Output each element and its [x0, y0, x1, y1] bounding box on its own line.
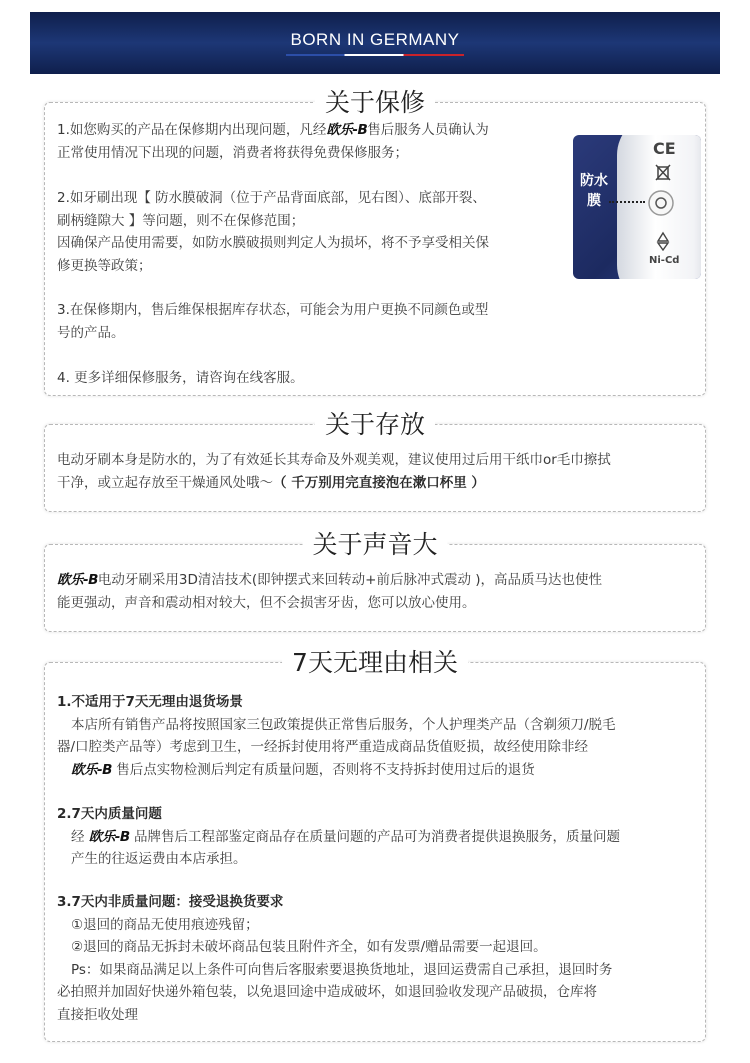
returns-item-1: [57, 691, 616, 781]
warranty-item-1-post: 售后服务人员确认为: [367, 122, 489, 138]
storage-text: [57, 449, 611, 494]
returns-ps-line3: 直接拒收处理: [57, 1006, 138, 1023]
warranty-item-2-line4: 修更换等政策；: [57, 257, 152, 274]
warranty-item-2-line2: 刷柄缝隙大 】等问题，则不在保修范围；: [57, 212, 305, 229]
returns-item-2: [57, 803, 620, 871]
brand-logo-text: 欧乐-B: [71, 761, 112, 778]
toothbrush-back-image: [573, 135, 701, 279]
recycle-icon: [653, 231, 673, 251]
warranty-item-1-pre: 1.如您购买的产品在保修期内出现问题，凡经: [57, 122, 327, 138]
membrane-circle-icon: [647, 189, 675, 217]
warranty-item-1-line2: 正常使用情况下出现的问题，消费者将获得免费保修服务；: [57, 144, 408, 161]
returns-item-1-line3: 售后点实物检测后判定有质量问题，否则将不支持拆封使用过后的退货: [116, 761, 535, 778]
brand-logo-text: 欧乐-B: [88, 828, 130, 845]
returns-item-1-title: 1.不适用于7天无理由退货场景: [57, 694, 243, 710]
returns-item-2-pre: 经: [71, 828, 85, 845]
header-banner: [30, 12, 720, 74]
noise-line2: 能更强动，声音和震动相对较大，但不会损害牙齿，您可以放心使用。: [57, 594, 476, 611]
noise-line1: 电动牙刷采用3D清洁技术(即钟摆式来回转动+前后脉冲式震动 )，高品质马达也使性: [97, 572, 603, 588]
pointer-dotted-line: [609, 201, 645, 203]
noise-text: [57, 569, 602, 614]
banner-title-text: BORN IN GERMANY: [290, 30, 460, 49]
returns-item-2-title: 2.7天内质量问题: [57, 806, 162, 822]
warranty-item-2: [57, 187, 489, 277]
banner-title: [286, 30, 463, 56]
brand-logo-text: 欧乐-B: [57, 572, 98, 588]
warranty-item-3-line1: 3.在保修期内，售后维保根据库存状态，可能会为用户更换不同颜色或型: [57, 302, 489, 318]
returns-ps-line1: Ps：如果商品满足以上条件可向售后客服索要退换货地址，退回运费需自己承担，退回时务: [71, 961, 613, 978]
returns-item-3: [57, 891, 612, 1026]
returns-item-3-point1: ①退回的商品无使用痕迹残留；: [71, 916, 259, 933]
returns-section: [44, 648, 706, 1042]
returns-item-2-line2: 产生的往返运费由本店承担。: [71, 851, 247, 867]
returns-item-2-post: 品牌售后工程部鉴定商品存在质量问题的产品可为消费者提供退换服务，质量问题: [134, 828, 620, 845]
storage-line2: 干净，或立起存放至干燥通风处哦～: [57, 474, 273, 491]
nicd-mark: Ni-Cd: [649, 255, 680, 266]
storage-title: 关于存放: [315, 409, 435, 441]
warranty-item-3-line2: 号的产品。: [57, 324, 125, 341]
waterproof-membrane-label: 防水膜: [580, 173, 608, 209]
noise-title: 关于声音大: [302, 529, 447, 561]
returns-title: 7天无理由相关: [282, 647, 468, 679]
bin-icon: [655, 163, 671, 181]
warranty-item-4: 4. 更多详细保修服务，请咨询在线客服。: [57, 370, 304, 386]
noise-section: [44, 530, 706, 632]
warranty-item-1: [57, 119, 489, 164]
returns-item-3-point2: ②退回的商品无拆封未破坏商品包装且附件齐全，如有发票/赠品需要一起退回。: [71, 939, 547, 955]
warranty-item-2-line3: 因确保产品使用需要，如防水膜破损则判定人为损坏，将不予享受相关保: [57, 235, 489, 251]
storage-warning: （ 千万别用完直接泡在漱口杯里 ）: [273, 474, 485, 491]
warranty-title: 关于保修: [315, 87, 435, 119]
warranty-item-2-line1: 2.如牙刷出现【 防水膜破洞（位于产品背面底部，见右图）、底部开裂、: [57, 190, 486, 206]
returns-item-1-line2: 器/口腔类产品等）考虑到卫生，一经拆封使用将严重造成商品货值贬损，故经使用除非经: [57, 739, 589, 755]
storage-line1: 电动牙刷本身是防水的，为了有效延长其寿命及外观美观，建议使用过后用干纸巾or毛巾擦拭: [57, 452, 611, 468]
brand-logo-text: 欧乐-B: [326, 122, 368, 138]
returns-ps-line2: 必拍照并加固好快递外箱包装，以免退回途中造成破坏，如退回验收发现产品破损，仓库将: [57, 984, 597, 1000]
returns-item-1-line1: 本店所有销售产品将按照国家三包政策提供正常售后服务，个人护理类产品（含剃须刀/脱毛: [71, 716, 616, 733]
ce-mark-icon: CE: [653, 139, 676, 158]
storage-section: [44, 410, 706, 512]
warranty-section: [44, 88, 706, 396]
tricolor-underline: [286, 54, 463, 56]
returns-item-3-title: 3.7天内非质量问题：接受退换货要求: [57, 894, 284, 910]
warranty-item-3: [57, 299, 488, 344]
